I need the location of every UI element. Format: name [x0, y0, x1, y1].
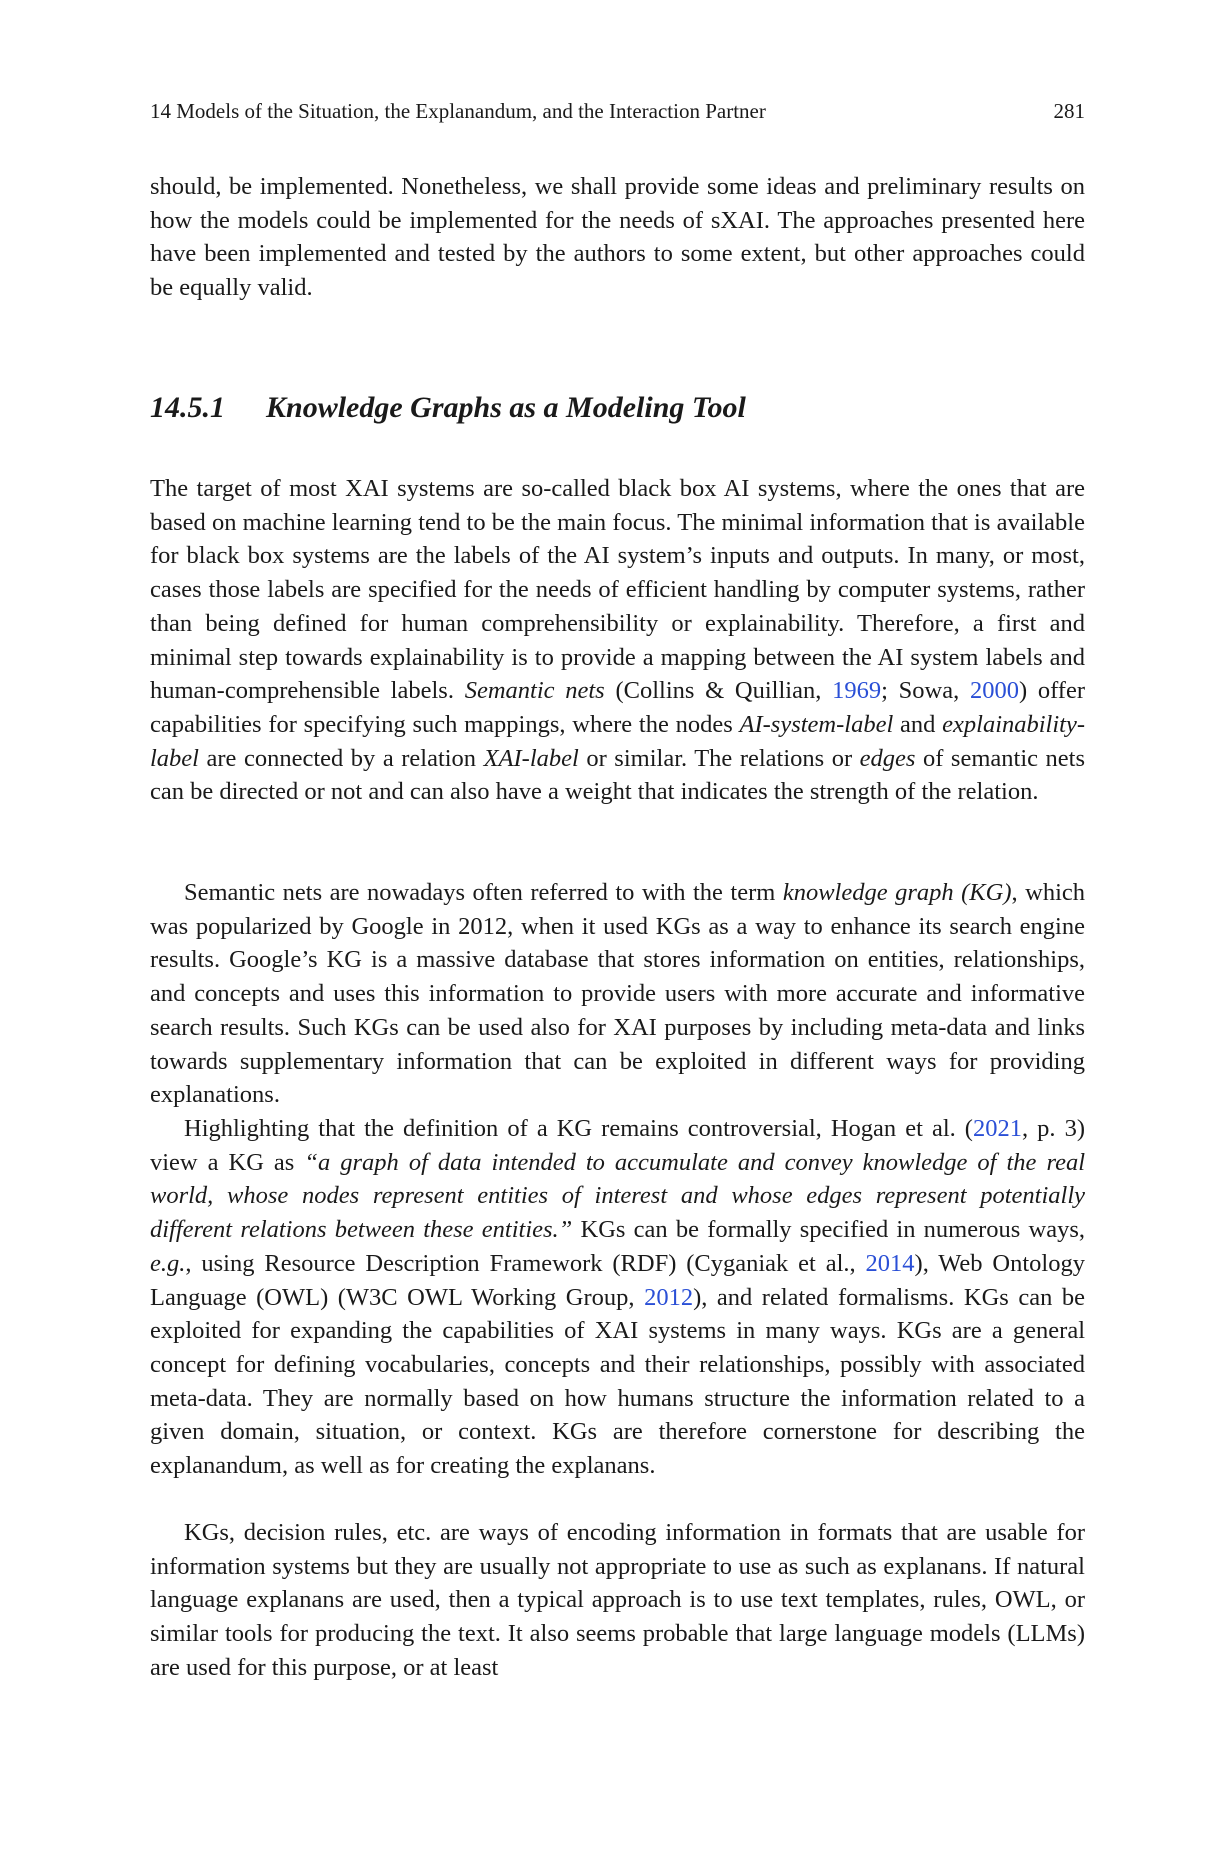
citation-link[interactable]: 2021 [972, 1115, 1022, 1142]
paragraph-semantic-nets [150, 472, 1085, 809]
text-run: ) offer capabilities for specifying such mappings, where the nodes [150, 677, 1085, 738]
paragraph-explanans: KGs, decision rules, etc. are ways of encoding information in formats that are usable for information systems but they are usually not appropriate to use as such as explanans. If natural language explanans are used, then a typical approach is to use text templates, rules, OWL, or similar tools for producing the text. It also seems probable that large language models (LLMs) are used for this purpose, or at least [150, 1519, 1085, 1681]
term-semantic-nets: Semantic nets [464, 677, 605, 705]
kg-definition-quote: “a graph of data intended to accumulate and convey knowledge of the real world, whose nodes represent entities of interest and whose edges represent potentially different relations between these entities.” [150, 1148, 1086, 1244]
text-run: , p. 3) view a KG as [150, 1115, 1085, 1176]
text-run: or similar. The relations or [578, 744, 860, 772]
citation-link[interactable]: 1969 [832, 677, 882, 705]
citation-link[interactable]: 2014 [865, 1249, 915, 1277]
paragraph-intro: should, be implemented. Nonetheless, we shall provide some ideas and preliminary results on how the models could be implemented for the needs of sXAI. The approaches presented here have been implemented and tested by the authors to some extent, but other approaches could be equally valid. [150, 173, 1085, 302]
abbreviation-eg: e.g. [150, 1249, 186, 1277]
text-run: and [893, 710, 943, 738]
section-title: Knowledge Graphs as a Modeling Tool [266, 391, 746, 424]
text-run: (Collins & Quillian, [604, 677, 833, 705]
text-run: ; Sowa, [881, 677, 970, 705]
paragraph-knowledge-graph [150, 876, 1085, 1112]
term-explainability-label: explainability-label [150, 710, 1086, 772]
section-number: 14.5.1 [150, 391, 225, 424]
text-run: Highlighting that the definition of a KG remains controversial, Hogan et al. ( [184, 1115, 973, 1142]
text-run: , using Resource Description Framework (RDF) (Cyganiak et al., [185, 1249, 866, 1277]
term-knowledge-graph: knowledge graph (KG) [782, 879, 1012, 906]
term-ai-system-label: AI-system-label [739, 710, 894, 738]
citation-link[interactable]: 2000 [969, 677, 1019, 705]
text-run: ), Web Ontology Language (OWL) (W3C OWL Working Group, [150, 1249, 1085, 1311]
term-edges: edges [859, 744, 916, 772]
paragraph-kg-definition [150, 1112, 1085, 1483]
citation-link[interactable]: 2012 [644, 1283, 694, 1311]
text-run: are connected by a relation [199, 744, 484, 772]
text-run: , which was popularized by Google in 2012, when it used KGs as a way to enhance its search engine results. Google’s KG is a massive database that stores information on entities, relationships, and concepts and uses this information to provide users with more accurate and informative search results. Such KGs can be used also for XAI purposes by including meta-data and links towards supplementary information that can be exploited in different ways for providing explanations. [150, 879, 1086, 1109]
term-xai-label: XAI-label [483, 744, 579, 772]
text-run: of semantic nets can be directed or not and can also have a weight that indicates the strength of the relation. [150, 744, 1086, 806]
text-run: KGs can be formally specified in numerous ways, [572, 1216, 1085, 1244]
text-run: The target of most XAI systems are so-called black box AI systems, where the ones that are based on machine learning tend to be the main focus. The minimal information that is available for black box systems are the labels of the AI system’s inputs and outputs. In many, or most, cases those labels are specified for the needs of efficient handling by computer systems, rather than being defined for human comprehensibility or explainability. Therefore, a first and minimal step towards explainability is to provide a mapping between the AI system labels and human-comprehensible labels. [150, 475, 1085, 705]
text-run: ), and related formalisms. KGs can be exploited for expanding the capabilities of XAI systems in many ways. KGs are a general concept for defining vocabularies, concepts and their relationships, possibly with associated meta-data. They are normally based on how humans structure the information related to a given domain, situation, or context. KGs are therefore cornerstone for describing the explanandum, as well as for creating the explanans. [150, 1283, 1085, 1480]
page-number: 281 [1053, 99, 1085, 123]
section-heading [150, 388, 1085, 428]
chapter-running-title: 14 Models of the Situation, the Explanandum, and the Interaction Partner [150, 99, 766, 123]
text-run: Semantic nets are nowadays often referred to with the term [184, 879, 783, 906]
